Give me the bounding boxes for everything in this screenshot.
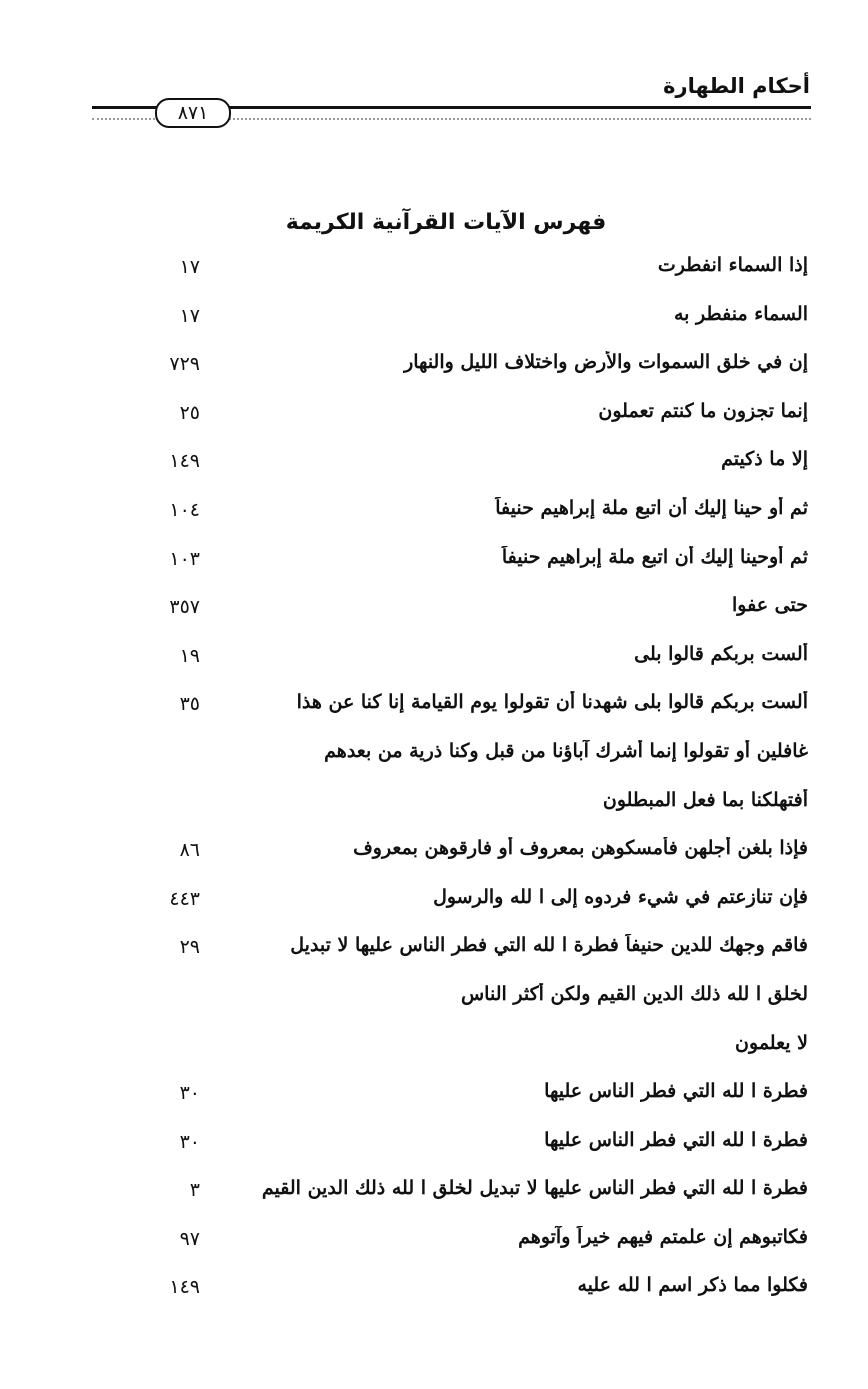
page-reference: ٣٥ [179,693,200,716]
verse-text: حتى عفوا [732,594,808,617]
index-entry [0,440,868,489]
verse-text: فطرة ا لله التي فطر الناس عليها [544,1080,808,1103]
index-entry [0,1072,868,1121]
page-reference: ٢٥ [179,401,200,424]
verse-text: فاقم وجهك للدين حنيفاً فطرة ا لله التي فطر الناس عليها لا تبديل [290,934,808,957]
index-entry [0,538,868,587]
index-entry [0,1169,868,1218]
verse-text: ثم أوحينا إليك أن اتبع ملة إبراهيم حنيفاً [501,545,808,568]
index-entry [0,878,868,927]
verse-text: فكلوا مما ذكر اسم ا لله عليه [577,1274,808,1297]
page-reference: ١٤٩ [169,1276,200,1299]
verse-text: فطرة ا لله التي فطر الناس عليها [544,1128,808,1151]
verse-text: فإذا بلغن أجلهن فأمسكوهن بمعروف أو فارقوهن بمعروف [353,837,808,860]
page-reference: ١٧ [179,256,200,278]
verse-text: ألست بربكم قالوا بلى [634,642,808,665]
page-reference: ١٠٣ [169,547,200,570]
index-entry-continuation [0,781,868,830]
page-reference: ٩٧ [179,1227,200,1250]
verse-text: أفتهلكنا بما فعل المبطلون [602,788,808,811]
verse-index-list [0,246,868,1315]
index-entry [0,246,868,295]
index-entry [0,829,868,878]
index-entry [0,1121,868,1170]
index-entry [0,392,868,441]
verse-text: السماء منفطر به [673,302,808,325]
index-entry [0,1266,868,1315]
page-reference: ١٩ [179,644,200,667]
verse-text: غافلين أو تقولوا إنما أشرك آباؤنا من قبل وكنا ذرية من بعدهم [324,739,808,762]
index-entry [0,586,868,635]
page-reference: ١٤٩ [169,450,200,473]
index-entry [0,489,868,538]
verse-text: إنما تجزون ما كنتم تعملون [598,399,808,422]
page-reference: ٤٤٣ [169,887,200,910]
page-reference: ٣٥٧ [169,596,200,619]
index-entry-continuation [0,975,868,1024]
index-entry-continuation [0,1024,868,1073]
page-reference: ١٠٤ [169,498,200,521]
index-entry [0,683,868,732]
index-entry [0,635,868,684]
index-entry [0,1218,868,1267]
page-reference: ٣ [189,1179,200,1202]
page-reference: ١٧ [179,304,200,327]
page-reference: ٣٠ [179,1082,200,1105]
verse-text: ثم أو حينا إليك أن اتبع ملة إبراهيم حنيفاً [495,496,808,519]
page-reference: ٣٠ [179,1130,200,1153]
verse-text: فطرة ا لله التي فطر الناس عليها لا تبديل لخلق ا لله ذلك الدين القيم [261,1177,808,1200]
verse-text: ألست بربكم قالوا بلى شهدنا أن تقولوا يوم القيامة إنا كنا عن هذا [296,691,808,714]
index-entry [0,343,868,392]
verse-text: إن في خلق السموات والأرض واختلاف الليل والنهار [404,351,808,374]
running-header-title: أحكام الطهارة [663,74,810,98]
verse-text: إلا ما ذكيتم [721,448,808,471]
page-reference: ٧٢٩ [169,353,200,376]
verse-text: فإن تنازعتم في شيء فردوه إلى ا لله والرسول [433,885,808,908]
page-reference: ٢٩ [179,936,200,959]
index-entry [0,926,868,975]
index-entry-continuation [0,732,868,781]
verse-text: إذا السماء انفطرت [657,254,808,276]
verse-text: لا يعلمون [735,1031,808,1054]
page-reference: ٨٦ [179,839,200,862]
index-title: فهرس الآيات القرآنية الكريمة [285,210,607,235]
verse-text: لخلق ا لله ذلك الدين القيم ولكن أكثر الناس [460,982,808,1005]
page-number: ٨٧١ [155,98,231,128]
verse-text: فكاتبوهم إن علمتم فيهم خيراً وآتوهم [518,1225,808,1248]
index-entry [0,295,868,344]
